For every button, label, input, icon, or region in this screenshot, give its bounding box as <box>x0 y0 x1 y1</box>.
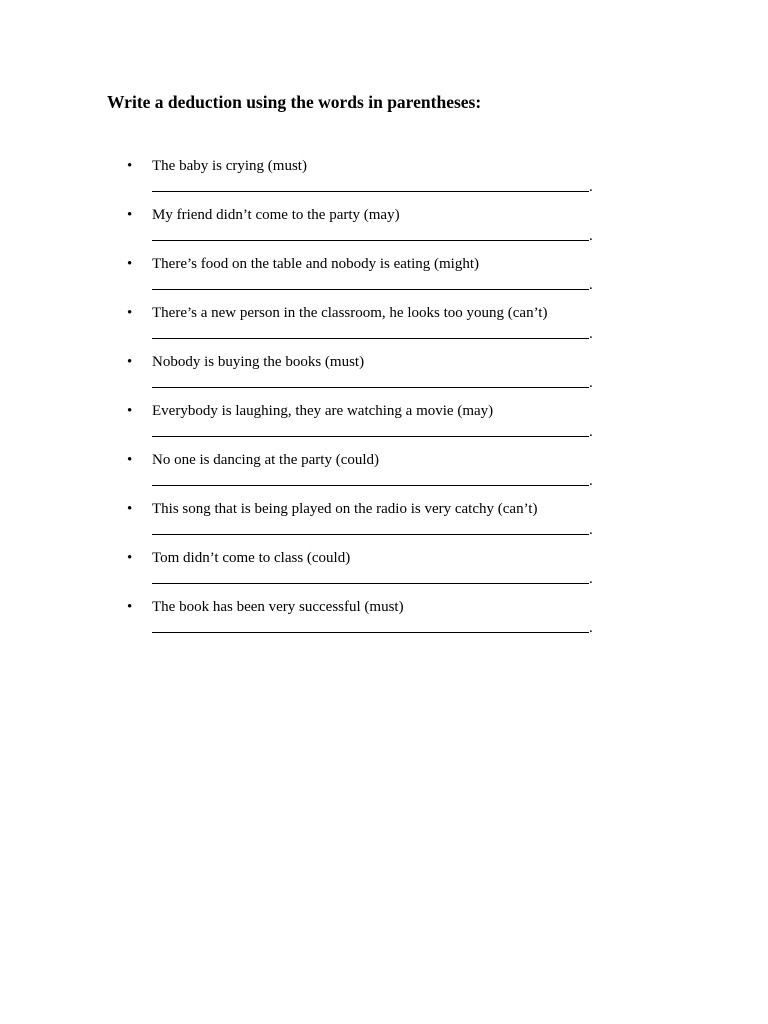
exercise-item <box>0 204 768 253</box>
exercise-prompt: The book has been very successful (must) <box>152 599 404 615</box>
answer-line <box>152 240 589 241</box>
line-end-period: . <box>589 571 593 587</box>
exercise-prompt: The baby is crying (must) <box>152 158 307 174</box>
bullet-icon: • <box>127 256 133 272</box>
line-end-period: . <box>589 179 593 195</box>
answer-line <box>152 338 589 339</box>
exercise-item <box>0 449 768 498</box>
exercise-item <box>0 302 768 351</box>
answer-line <box>152 436 589 437</box>
line-end-period: . <box>589 228 593 244</box>
exercise-heading: Write a deduction using the words in parentheses: <box>107 92 482 112</box>
answer-line <box>152 289 589 290</box>
answer-line <box>152 534 589 535</box>
exercise-prompt: Everybody is laughing, they are watching a movie (may) <box>152 403 494 419</box>
bullet-icon: • <box>127 305 133 321</box>
exercise-prompt: There’s a new person in the classroom, he looks too young (can’t) <box>152 305 548 321</box>
exercise-list <box>0 155 768 645</box>
line-end-period: . <box>589 326 593 342</box>
answer-line <box>152 583 589 584</box>
exercise-item <box>0 547 768 596</box>
exercise-prompt: There’s food on the table and nobody is eating (might) <box>152 256 480 272</box>
exercise-prompt: Tom didn’t come to class (could) <box>152 550 351 566</box>
answer-line <box>152 485 589 486</box>
bullet-icon: • <box>127 403 133 419</box>
exercise-item <box>0 498 768 547</box>
exercise-item <box>0 155 768 204</box>
bullet-icon: • <box>127 550 133 566</box>
answer-line <box>152 387 589 388</box>
bullet-icon: • <box>127 452 133 468</box>
line-end-period: . <box>589 473 593 489</box>
exercise-prompt: My friend didn’t come to the party (may) <box>152 207 400 223</box>
bullet-icon: • <box>127 158 133 174</box>
line-end-period: . <box>589 277 593 293</box>
exercise-prompt: Nobody is buying the books (must) <box>152 354 365 370</box>
exercise-item <box>0 596 768 645</box>
exercise-item <box>0 351 768 400</box>
bullet-icon: • <box>127 207 133 223</box>
exercise-prompt: This song that is being played on the radio is very catchy (can’t) <box>152 501 538 517</box>
line-end-period: . <box>589 620 593 636</box>
line-end-period: . <box>589 424 593 440</box>
line-end-period: . <box>589 522 593 538</box>
exercise-item <box>0 400 768 449</box>
answer-line <box>152 191 589 192</box>
bullet-icon: • <box>127 501 133 517</box>
answer-line <box>152 632 589 633</box>
exercise-prompt: No one is dancing at the party (could) <box>152 452 380 468</box>
line-end-period: . <box>589 375 593 391</box>
bullet-icon: • <box>127 354 133 370</box>
exercise-item <box>0 253 768 302</box>
bullet-icon: • <box>127 599 133 615</box>
